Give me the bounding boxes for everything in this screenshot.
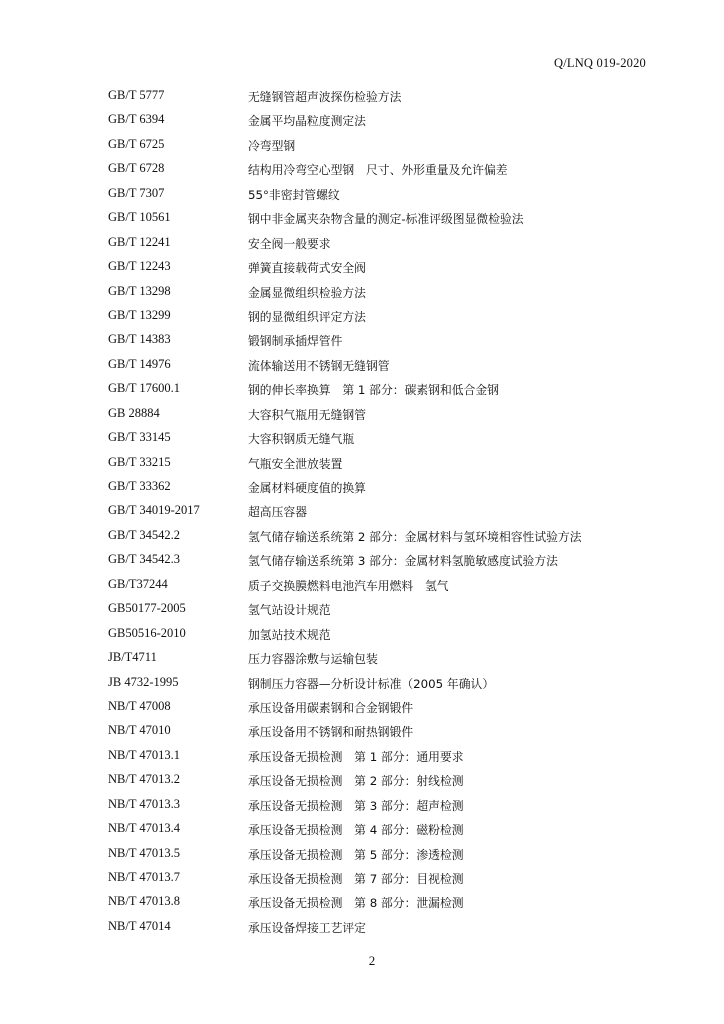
standard-code: GB/T 6394 [108,112,165,127]
standard-title: 金属平均晶粒度测定法 [248,114,366,129]
page-number: 2 [368,953,376,968]
standard-code: GB/T 33145 [108,430,171,445]
standard-row [0,524,724,548]
standard-code: NB/T 47013.5 [108,845,180,860]
standard-code: GB/T 10561 [108,210,171,225]
standard-row [0,157,724,181]
standard-row [0,402,724,426]
standard-title: 大容积钢质无缝气瓶 [248,432,355,447]
standard-row [0,108,724,132]
standard-row [0,695,724,719]
standard-title: 承压设备无损检测 第 4 部分：磁粉检测 [248,823,464,838]
standard-code: NB/T 47010 [108,723,171,738]
document-code: Q/LNQ 019-2020 [553,56,646,70]
standard-code: GB/T 7307 [108,185,165,200]
standard-code: GB/T 6728 [108,161,165,176]
standard-code: GB/T 12243 [108,259,171,274]
standard-code: NB/T 47013.8 [108,894,180,909]
standard-title: 金属显微组织检验方法 [248,285,366,300]
standard-title: 锻钢制承插焊管件 [248,334,343,349]
standard-title: 加氢站技术规范 [248,627,331,642]
standard-code: NB/T 47013.2 [108,772,180,787]
standard-title: 承压设备无损检测 第 5 部分：渗透检测 [248,847,464,862]
standard-title: 氢气储存输送系统第 2 部分：金属材料与氢环境相容性试验方法 [248,529,582,544]
standard-title: 流体输送用不锈钢无缝钢管 [248,358,390,373]
standard-row [0,744,724,768]
standard-title: 钢的显微组织评定方法 [248,309,366,324]
standard-code: GB/T 13299 [108,307,171,322]
standard-row [0,597,724,621]
standard-row [0,768,724,792]
standard-row [0,866,724,890]
standard-title: 承压设备无损检测 第 1 部分：通用要求 [248,749,464,764]
standard-row [0,353,724,377]
standard-title: 承压设备无损检测 第 7 部分：目视检测 [248,872,464,886]
standard-row [0,548,724,572]
standard-row [0,206,724,230]
standard-title: 55°非密封管螺纹 [248,187,340,202]
standard-row [0,817,724,841]
standard-code: GB50516-2010 [108,625,186,640]
standard-code: NB/T 47013.4 [108,821,180,836]
standard-code: NB/T 47008 [108,698,171,713]
standard-code: JB/T4711 [108,650,157,665]
standard-code: GB/T37244 [108,576,168,591]
standard-code: GB/T 34542.2 [108,527,180,542]
standard-code: GB/T 14976 [108,356,171,371]
standard-row [0,280,724,304]
standard-title: 弹簧直接载荷式安全阀 [248,261,366,276]
standard-title: 氢气储存输送系统第 3 部分：金属材料氢脆敏感度试验方法 [248,554,558,569]
standard-title: 氢气站设计规范 [248,603,331,618]
standard-row [0,719,724,743]
standard-title: 承压设备用碳素钢和合金钢锻件 [248,700,414,715]
standard-code: GB/T 33362 [108,479,171,493]
standard-code: JB 4732-1995 [108,674,179,689]
standard-row [0,84,724,108]
standard-title: 承压设备无损检测 第 3 部分：超声检测 [248,798,464,813]
standard-title: 超高压容器 [248,505,307,520]
standards-list [0,84,724,939]
standard-row [0,671,724,695]
standard-code: GB/T 13298 [108,283,171,298]
standard-code: NB/T 47013.3 [108,796,180,811]
standard-row [0,793,724,817]
standard-title: 安全阀一般要求 [248,236,331,251]
standard-title: 金属材料硬度值的换算 [248,481,366,495]
standard-title: 承压设备无损检测 第 8 部分：泄漏检测 [248,896,464,911]
standard-title: 气瓶安全泄放装置 [248,456,343,471]
standard-code: GB/T 34019-2017 [108,503,200,518]
standard-row [0,499,724,523]
standard-row [0,842,724,866]
standard-row [0,646,724,670]
standard-title: 承压设备焊接工艺评定 [248,920,366,935]
standard-row [0,377,724,401]
standard-row [0,231,724,255]
standard-code: NB/T 47013.7 [108,870,180,884]
standard-code: GB/T 6725 [108,136,165,151]
standard-row [0,915,724,939]
standard-title: 钢的伸长率换算 第 1 部分：碳素钢和低合金钢 [248,383,499,398]
standard-code: GB/T 33215 [108,454,171,469]
standard-title: 压力容器涂敷与运输包装 [248,652,378,667]
standard-row [0,426,724,450]
standard-row [0,451,724,475]
standard-title: 冷弯型钢 [248,138,296,153]
standard-title: 质子交换膜燃料电池汽车用燃料 氢气 [248,578,449,593]
standard-code: GB/T 5777 [108,88,165,102]
standard-title: 钢中非金属夹杂物含量的测定-标准评级图显微检验法 [248,212,524,227]
standard-row [0,255,724,279]
standard-title: 承压设备用不锈钢和耐热钢锻件 [248,725,414,740]
standard-code: GB/T 17600.1 [108,381,180,396]
standard-title: 结构用冷弯空心型钢 尺寸、外形重量及允许偏差 [248,163,508,178]
standard-title: 承压设备无损检测 第 2 部分：射线检测 [248,774,464,789]
standard-row [0,182,724,206]
standard-code: GB 28884 [108,405,160,420]
standard-row [0,328,724,352]
standard-row [0,133,724,157]
standard-code: NB/T 47013.1 [108,747,180,762]
standard-code: GB50177-2005 [108,601,186,616]
standard-row [0,304,724,328]
standard-code: GB/T 14383 [108,332,171,347]
standard-code: NB/T 47014 [108,918,171,933]
standard-row [0,622,724,646]
standard-title: 无缝钢管超声波探伤检验方法 [248,90,402,104]
standard-row [0,890,724,914]
standard-code: GB/T 34542.3 [108,552,180,567]
standard-row [0,573,724,597]
standard-row [0,475,724,499]
standard-title: 大容积气瓶用无缝钢管 [248,407,366,422]
standard-title: 钢制压力容器—分析设计标准（2005 年确认） [248,676,495,691]
standard-code: GB/T 12241 [108,234,171,249]
